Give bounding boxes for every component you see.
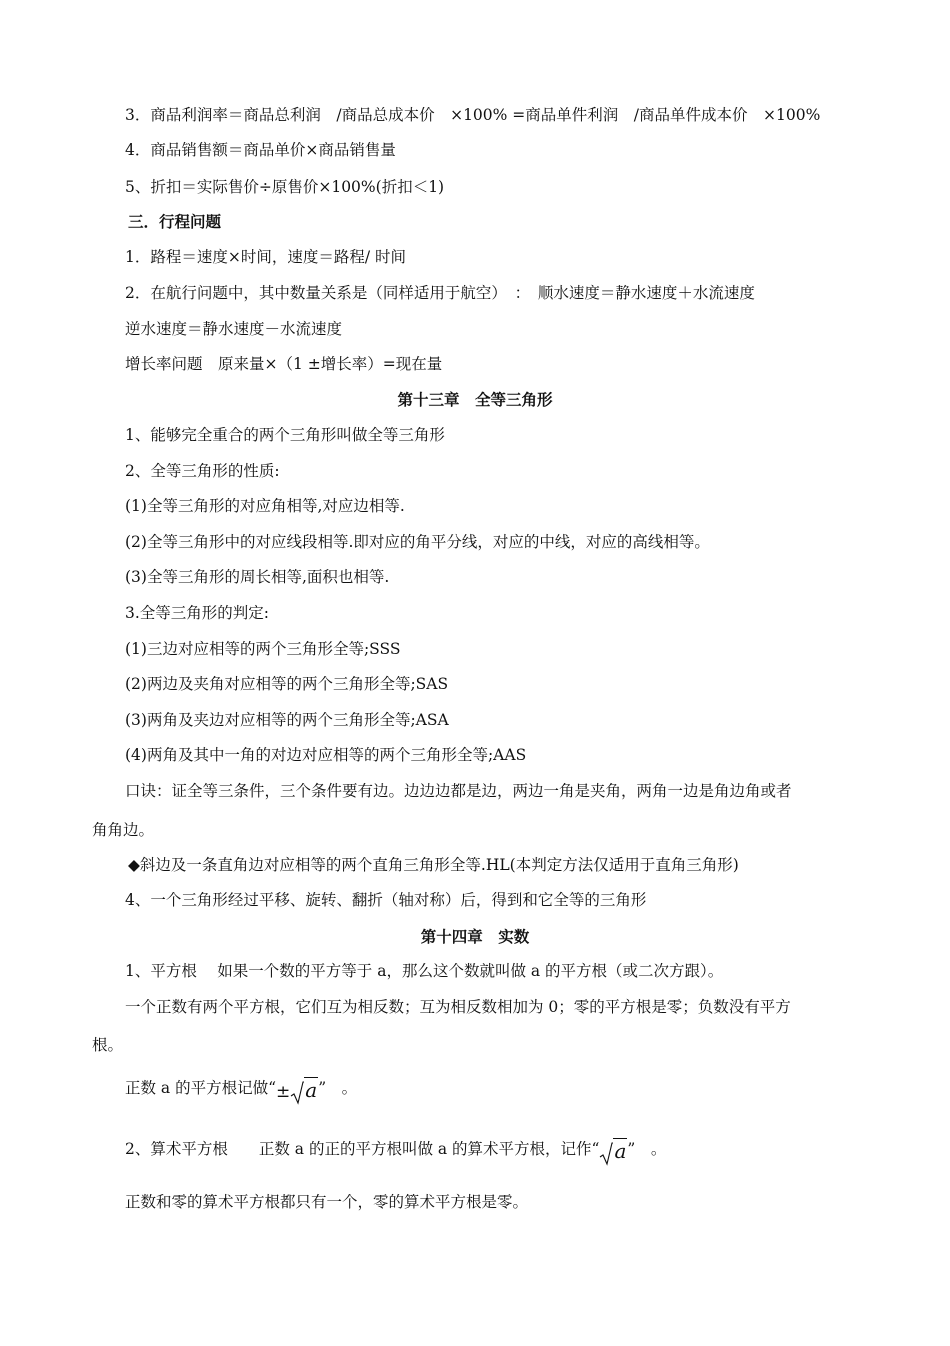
travel-formula-2: 2．在航行问题中，其中数量关系是（同样适用于航空） ： 顺水速度＝静水速度＋水流速度 bbox=[125, 284, 755, 302]
notation-prefix: 正数 a 的平方根记做“ bbox=[125, 1079, 277, 1097]
growth-rate-formula: 增长率问题 原来量×（1 ±增长率）=现在量 bbox=[125, 355, 443, 373]
list-item: (1)全等三角形的对应角相等,对应边相等. bbox=[125, 497, 405, 515]
sqrt-a-formula bbox=[599, 1141, 627, 1166]
square-root-definition: 1、平方根 如果一个数的平方等于 a，那么这个数就叫做 a 的平方根（或二次方跟）。 bbox=[125, 962, 724, 980]
list-item: 1、能够完全重合的两个三角形叫做全等三角形 bbox=[125, 426, 445, 444]
profit-rate-formula: 3．商品利润率＝商品总利润 /商品总成本价 ×100% =商品单件利润 /商品单件成本价 ×100% bbox=[125, 106, 821, 124]
square-root-notation bbox=[125, 1078, 357, 1105]
arithmetic-square-root-definition bbox=[125, 1139, 666, 1166]
radicand-a: a bbox=[305, 1078, 318, 1102]
square-root-properties-1: 一个正数有两个平方根，它们互为相反数；互为相反数相加为 0；零的平方根是零；负数没有平方 bbox=[125, 998, 791, 1016]
arithmetic-root-prefix: 2、算术平方根 正数 a 的正的平方根叫做 a 的算术平方根，记作“ bbox=[125, 1140, 600, 1158]
chapter-13-title: 第十三章 全等三角形 bbox=[397, 390, 553, 409]
list-item: 4、一个三角形经过平移、旋转、翻折（轴对称）后，得到和它全等的三角形 bbox=[125, 891, 647, 909]
hl-criterion: ◆斜边及一条直角边对应相等的两个直角三角形全等.HL(本判定方法仅适用于直角三角形) bbox=[128, 856, 739, 874]
arithmetic-root-suffix: ” 。 bbox=[627, 1140, 667, 1158]
square-root-properties-2: 根。 bbox=[92, 1036, 124, 1054]
mnemonic-line-1: 口诀：证全等三条件，三个条件要有边。边边边都是边，两边一角是夹角，两角一边是角边角或者 bbox=[125, 782, 792, 800]
list-item: (2)两边及夹角对应相等的两个三角形全等;SAS bbox=[125, 675, 449, 693]
travel-section-heading: 三．行程问题 bbox=[128, 212, 222, 231]
radicand-a: a bbox=[614, 1139, 627, 1163]
list-item: (3)全等三角形的周长相等,面积也相等. bbox=[125, 568, 390, 586]
radical-sign-icon bbox=[290, 1081, 304, 1105]
radical-sign-icon bbox=[599, 1142, 613, 1166]
list-item: (4)两角及其中一角的对边对应相等的两个三角形全等;AAS bbox=[125, 746, 527, 764]
arithmetic-root-uniqueness: 正数和零的算术平方根都只有一个，零的算术平方根是零。 bbox=[125, 1193, 529, 1211]
chapter-14-title: 第十四章 实数 bbox=[420, 927, 530, 946]
sales-amount-formula: 4．商品销售额＝商品单价×商品销售量 bbox=[125, 141, 396, 159]
list-item: 2、全等三角形的性质: bbox=[125, 462, 280, 480]
mnemonic-line-2: 角角边。 bbox=[92, 821, 155, 839]
travel-formula-1: 1．路程＝速度×时间，速度＝路程/ 时间 bbox=[125, 248, 406, 266]
list-item: (2)全等三角形中的对应线段相等.即对应的角平分线，对应的中线，对应的高线相等。 bbox=[125, 533, 710, 551]
discount-formula: 5、折扣＝实际售价÷原售价×100%(折扣＜1) bbox=[125, 178, 445, 196]
list-item: (3)两角及夹边对应相等的两个三角形全等;ASA bbox=[125, 711, 449, 729]
plus-minus-symbol: ± bbox=[276, 1082, 291, 1102]
list-item: (1)三边对应相等的两个三角形全等;SSS bbox=[125, 640, 401, 658]
notation-suffix: ” 。 bbox=[318, 1079, 358, 1097]
travel-formula-3: 逆水速度＝静水速度－水流速度 bbox=[125, 320, 343, 338]
list-item: 3.全等三角形的判定: bbox=[125, 604, 270, 622]
plus-minus-sqrt-a-formula bbox=[276, 1080, 318, 1105]
